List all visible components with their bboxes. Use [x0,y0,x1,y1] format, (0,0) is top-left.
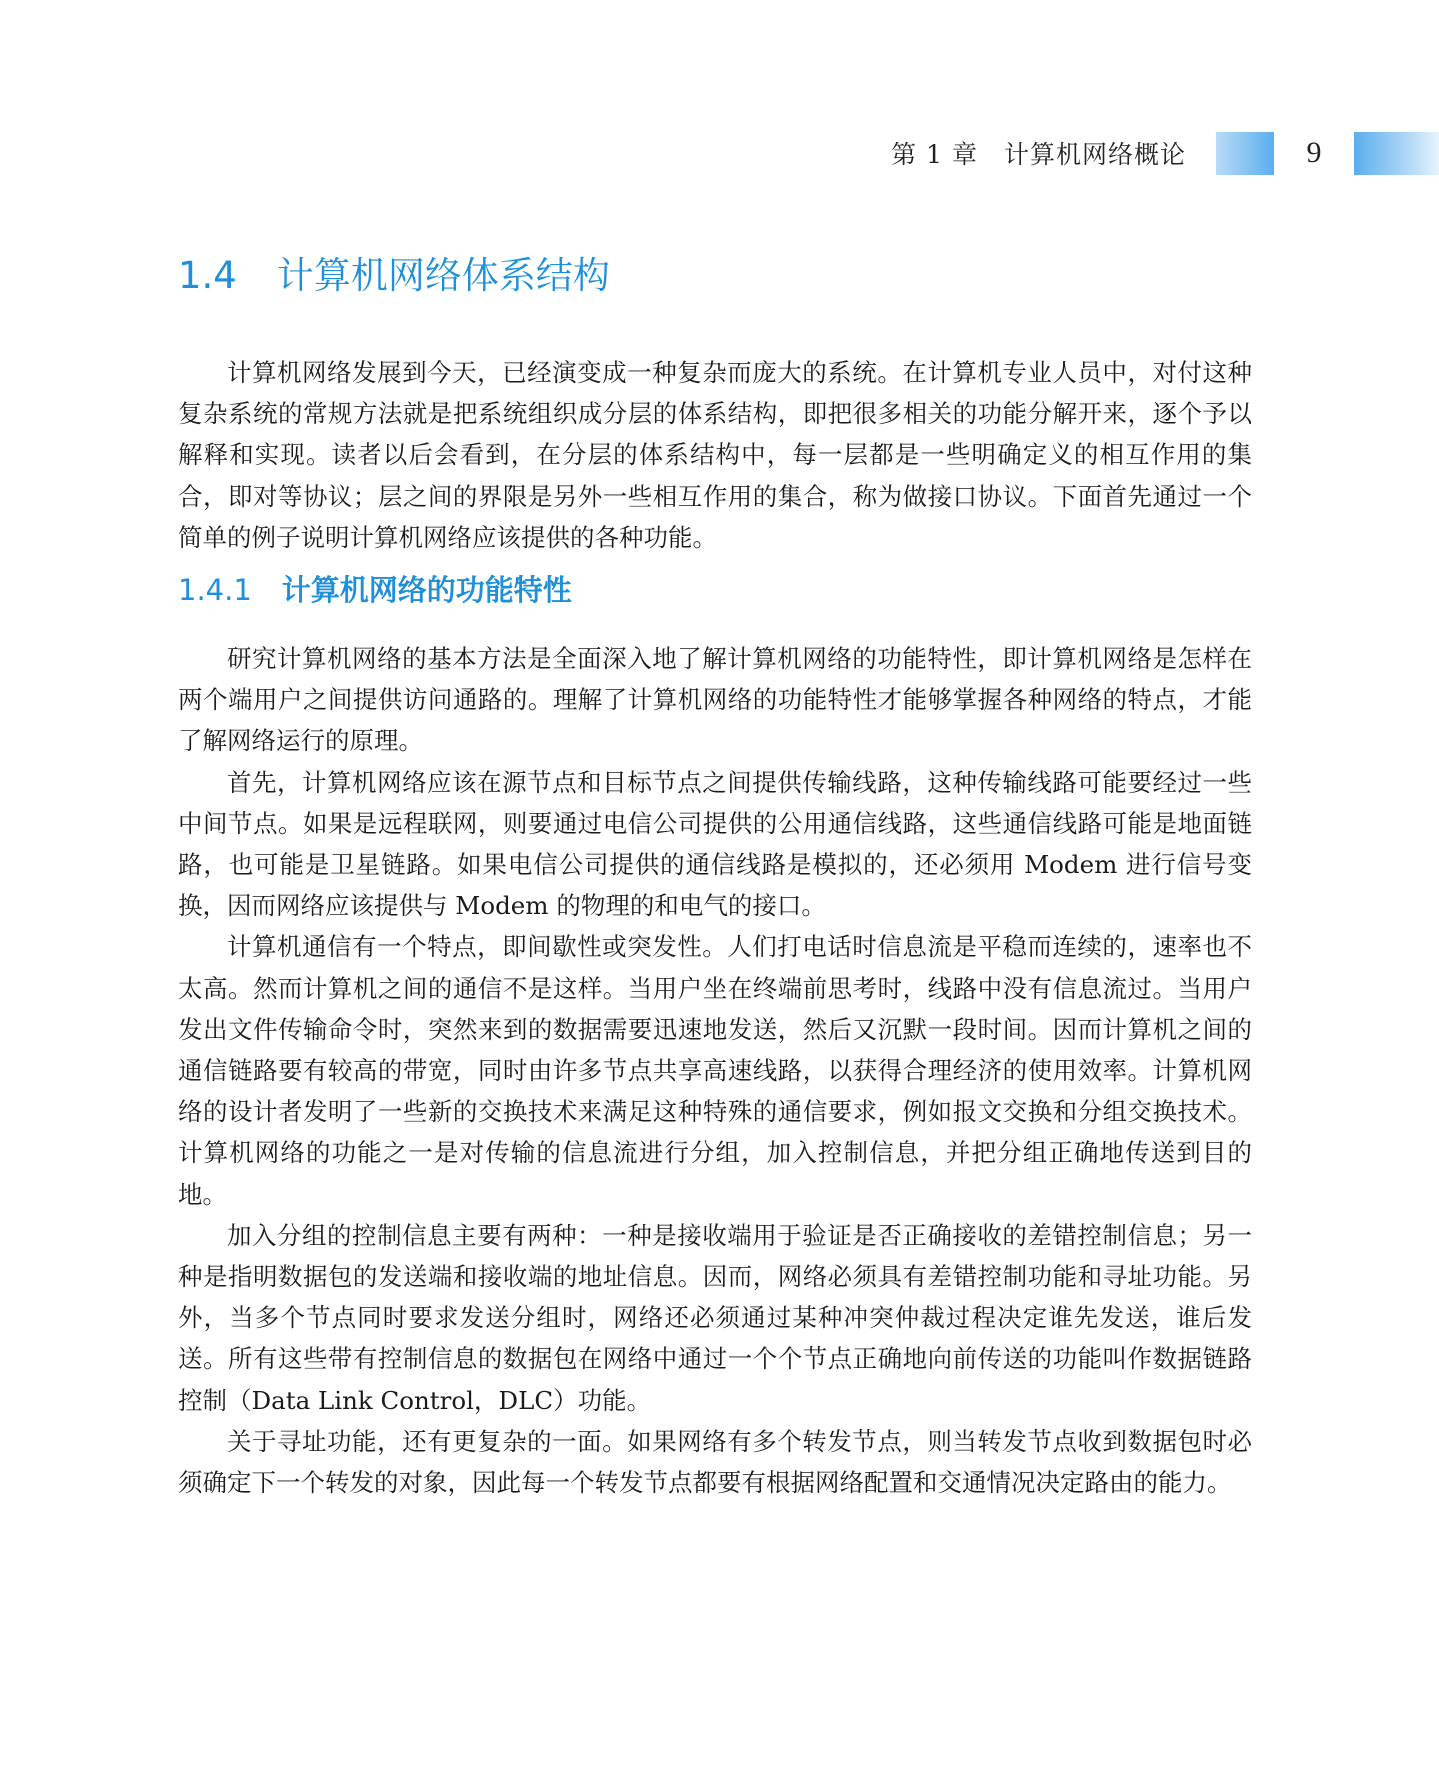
running-header [891,128,1439,178]
chapter-title: 计算机网络概论 [1003,140,1186,169]
subsection-heading [178,568,1252,612]
page-content [178,248,1252,1503]
header-accent-bar-left [1216,132,1274,175]
header-accent-bar-right [1354,132,1439,175]
section-number: 1.4 [178,254,237,297]
body-paragraph: 研究计算机网络的基本方法是全面深入地了解计算机网络的功能特性，即计算机网络是怎样在两个端用户之间提供访问通路的。理解了计算机网络的功能特性才能够掌握各种网络的特点，才能了解网络运行的原理。 [178,644,1252,756]
body-paragraph: 加入分组的控制信息主要有两种：一种是接收端用于验证是否正确接收的差错控制信息；另一种是指明数据包的发送端和接收端的地址信息。因而，网络必须具有差错控制功能和寻址功能。另外，当多个节点同时要求发送分组时，网络还必须通过某种冲突仲裁过程决定谁先发送，谁后发送。所有这些带有控制信息的数据包在网络中通过一个个节点正确地向前传送的功能叫作数据链路控制（Data Link Control，DLC）功能。 [178,1220,1252,1415]
subsection-number: 1.4.1 [178,573,252,608]
body-paragraph: 计算机通信有一个特点，即间歇性或突发性。人们打电话时信息流是平稳而连续的，速率也不太高。然而计算机之间的通信不是这样。当用户坐在终端前思考时，线路中没有信息流过。当用户发出文件传输命令时，突然来到的数据需要迅速地发送，然后又沉默一段时间。因而计算机之间的通信链路要有较高的带宽，同时由许多节点共享高速线路，以获得合理经济的使用效率。计算机网络的设计者发明了一些新的交换技术来满足这种特殊的通信要求，例如报文交换和分组交换技术。计算机网络的功能之一是对传输的信息流进行分组，加入控制信息，并把分组正确地传送到目的地。 [178,932,1252,1209]
section-title: 计算机网络体系结构 [276,254,610,297]
body-paragraph: 首先，计算机网络应该在源节点和目标节点之间提供传输线路，这种传输线路可能要经过一些中间节点。如果是远程联网，则要通过电信公司提供的公用通信线路，这些通信线路可能是地面链路，也可能是卫星链路。如果电信公司提供的通信线路是模拟的，还必须用 Modem 进行信号变换，因而网络应该提供与 Modem 的物理的和电气的接口。 [178,767,1252,921]
section-intro-paragraph: 计算机网络发展到今天，已经演变成一种复杂而庞大的系统。在计算机专业人员中，对付这种复杂系统的常规方法就是把系统组织成分层的体系结构，即把很多相关的功能分解开来，逐个予以解释和实现。读者以后会看到，在分层的体系结构中，每一层都是一些明确定义的相互作用的集合，即对等协议；层之间的界限是另外一些相互作用的集合，称为做接口协议。下面首先通过一个简单的例子说明计算机网络应该提供的各种功能。 [178,358,1252,552]
chapter-label: 第 1 章 [891,140,978,169]
body-paragraph: 关于寻址功能，还有更复杂的一面。如果网络有多个转发节点，则当转发节点收到数据包时必须确定下一个转发的对象，因此每一个转发节点都要有根据网络配置和交通情况决定路由的能力。 [178,1426,1252,1498]
page-number: 9 [1306,136,1322,169]
section-heading [178,248,1252,304]
running-header-title [891,135,1186,171]
subsection-title: 计算机网络的功能特性 [281,573,572,608]
